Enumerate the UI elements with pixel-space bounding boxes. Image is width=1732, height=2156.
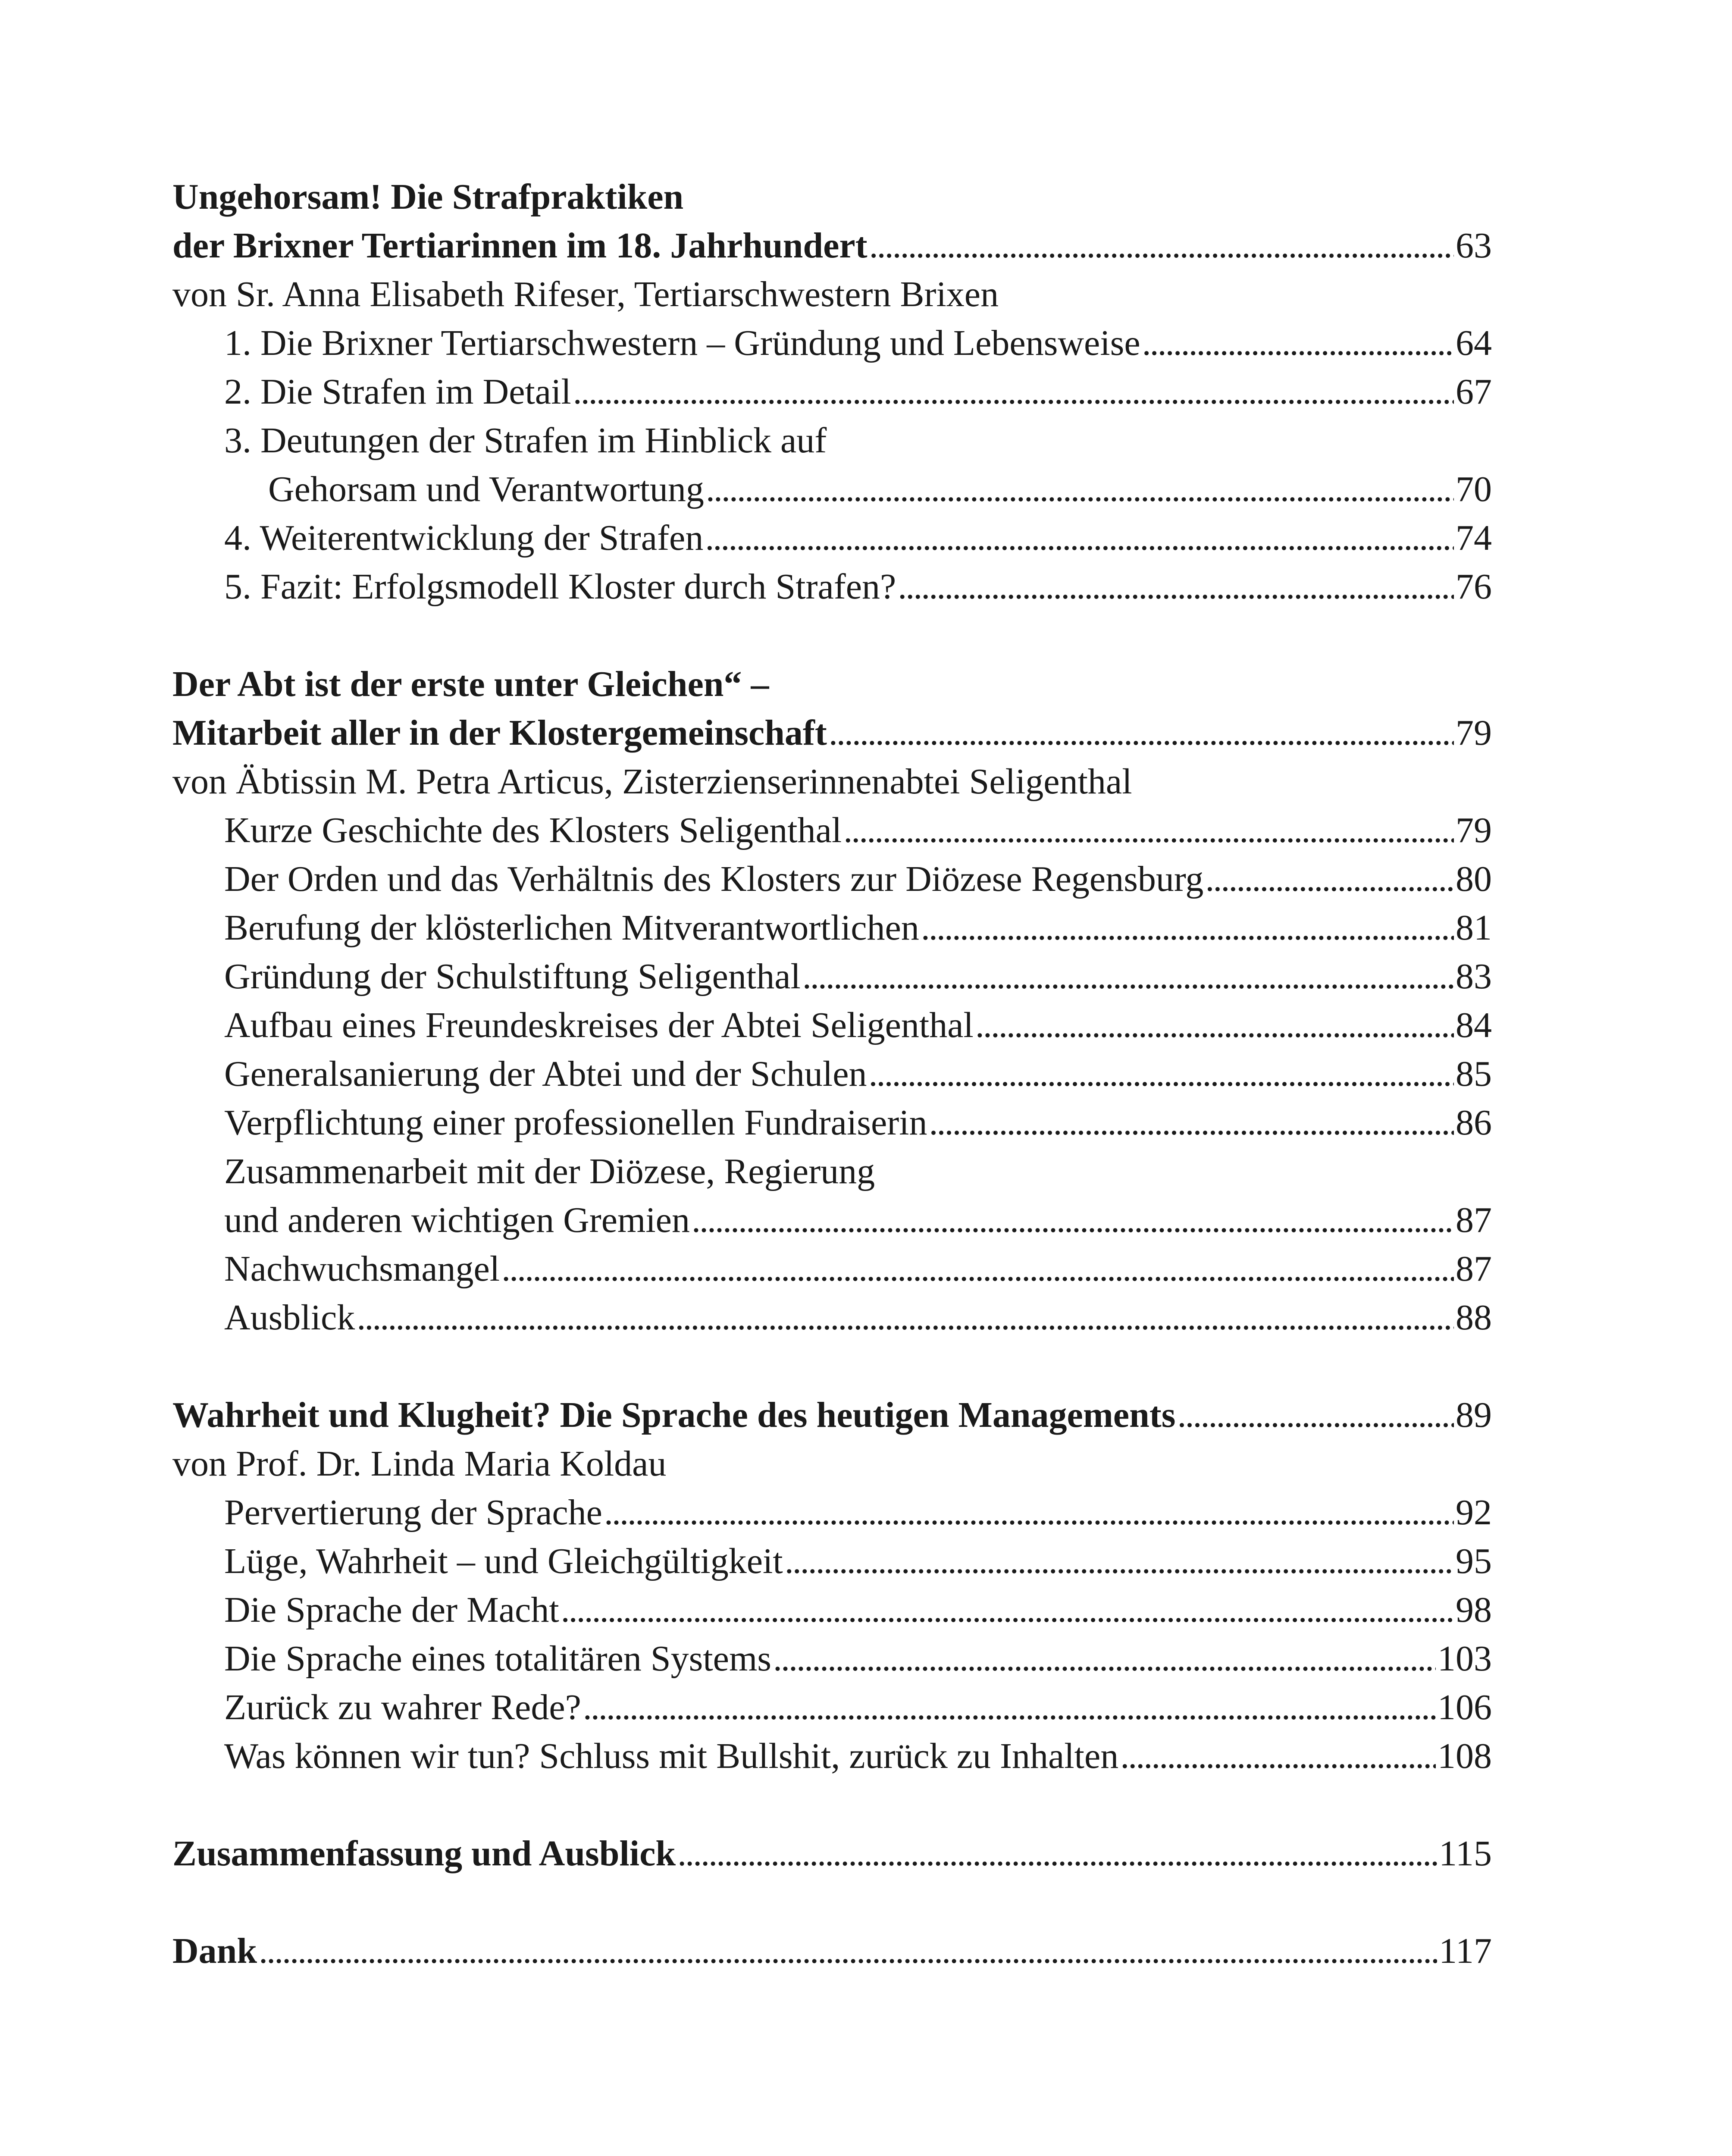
toc-section-2 — [172, 660, 1492, 1342]
dot-leader — [829, 708, 1454, 757]
page-number: 63 — [1456, 226, 1492, 266]
dot-leader — [604, 1488, 1454, 1537]
entry-label: 3. Deutungen der Strafen im Hinblick auf — [224, 420, 827, 461]
page-number: 88 — [1456, 1297, 1492, 1338]
page-number: 103 — [1438, 1639, 1492, 1679]
page-number: 74 — [1456, 518, 1492, 558]
toc-entry — [172, 1488, 1492, 1537]
entry-label: Kurze Geschichte des Klosters Seligenthal — [224, 810, 842, 850]
entry-label: Zurück zu wahrer Rede? — [224, 1687, 581, 1727]
page-number: 85 — [1456, 1054, 1492, 1094]
author: von Äbtissin M. Petra Articus, Zisterzienserinnenabtei Seligenthal — [172, 761, 1132, 802]
entry-label: Berufung der klösterlichen Mitverantwortlichen — [224, 908, 919, 948]
toc-entry — [172, 465, 1492, 514]
toc-entry — [172, 952, 1492, 1001]
toc-entry — [172, 1098, 1492, 1147]
toc-entry — [172, 1244, 1492, 1293]
entry-label: Nachwuchsmangel — [224, 1249, 500, 1289]
entry-label: 4. Weiterentwicklung der Strafen — [224, 518, 704, 558]
toc-entry — [172, 1537, 1492, 1586]
dot-leader — [869, 1050, 1454, 1098]
dot-leader — [802, 952, 1454, 1001]
entry-label: 2. Die Strafen im Detail — [224, 372, 571, 412]
page-number: 92 — [1456, 1492, 1492, 1532]
entry-label: Zusammenarbeit mit der Diözese, Regierung — [224, 1151, 875, 1191]
dot-leader — [573, 367, 1454, 416]
dot-leader — [898, 562, 1454, 611]
entry-label: Die Sprache eines totalitären Systems — [224, 1639, 771, 1679]
entry-label: Der Orden und das Verhältnis des Klosters zur Diözese Regensburg — [224, 859, 1204, 899]
page-number: 86 — [1456, 1103, 1492, 1143]
dot-leader — [1142, 319, 1454, 367]
entry-label: Gehorsam und Verantwortung — [268, 469, 704, 509]
dot-leader — [357, 1293, 1454, 1342]
entry-label: Gründung der Schulstiftung Seligenthal — [224, 956, 801, 997]
page-number: 79 — [1456, 713, 1492, 753]
dot-leader — [561, 1586, 1454, 1634]
entry-label: Pervertierung der Sprache — [224, 1492, 602, 1532]
toc-entry — [172, 1196, 1492, 1244]
toc-entry — [172, 367, 1492, 416]
section-title-line — [172, 660, 1492, 708]
dot-leader — [1177, 1391, 1454, 1439]
dot-leader — [692, 1196, 1454, 1244]
toc-entry — [172, 806, 1492, 855]
page-number: 87 — [1456, 1200, 1492, 1240]
entry-label: Generalsanierung der Abtei und der Schulen — [224, 1054, 867, 1094]
entry-label: Was können wir tun? Schluss mit Bullshit, zurück zu Inhalten — [224, 1736, 1119, 1776]
entry-label: Ausblick — [224, 1297, 355, 1338]
toc-section-5 — [172, 1927, 1492, 1975]
page-number: 106 — [1438, 1687, 1492, 1727]
dot-leader — [583, 1683, 1436, 1732]
section-title: Mitarbeit aller in der Klostergemeinschaft — [172, 713, 827, 753]
section-title: der Brixner Tertiarinnen im 18. Jahrhundert — [172, 226, 868, 266]
dot-leader — [501, 1244, 1454, 1293]
dot-leader — [706, 465, 1454, 514]
page-number: 67 — [1456, 372, 1492, 412]
page-number: 76 — [1456, 567, 1492, 607]
dot-leader — [869, 221, 1454, 270]
page-number: 64 — [1456, 323, 1492, 363]
dot-leader — [785, 1537, 1454, 1586]
toc-entry — [172, 416, 1492, 465]
section-title: Der Abt ist der erste unter Gleichen“ – — [172, 664, 769, 704]
dot-leader — [1205, 855, 1454, 903]
page-number: 70 — [1456, 469, 1492, 509]
toc-entry — [172, 1829, 1492, 1878]
page-number: 89 — [1456, 1395, 1492, 1435]
section-title: Ungehorsam! Die Strafpraktiken — [172, 177, 684, 217]
dot-leader — [843, 806, 1454, 855]
page-number: 108 — [1438, 1736, 1492, 1776]
toc-section-4 — [172, 1829, 1492, 1878]
entry-label: und anderen wichtigen Gremien — [224, 1200, 690, 1240]
page-number: 115 — [1439, 1833, 1492, 1874]
section-title: Dank — [172, 1931, 257, 1971]
toc-entry — [172, 221, 1492, 270]
dot-leader — [1120, 1732, 1436, 1780]
section-title: Zusammenfassung und Ausblick — [172, 1833, 676, 1874]
author: von Sr. Anna Elisabeth Rifeser, Tertiarschwestern Brixen — [172, 274, 999, 314]
page-number: 80 — [1456, 859, 1492, 899]
toc-entry — [172, 708, 1492, 757]
toc-entry — [172, 1927, 1492, 1975]
dot-leader — [929, 1098, 1454, 1147]
page-number: 95 — [1456, 1541, 1492, 1581]
toc-entry — [172, 1050, 1492, 1098]
author: von Prof. Dr. Linda Maria Koldau — [172, 1444, 667, 1484]
author-line — [172, 270, 1492, 319]
table-of-contents — [172, 172, 1492, 2024]
page-number: 87 — [1456, 1249, 1492, 1289]
toc-entry — [172, 1293, 1492, 1342]
dot-leader — [975, 1001, 1454, 1050]
page-number: 84 — [1456, 1005, 1492, 1045]
page-number: 83 — [1456, 956, 1492, 997]
page-number: 81 — [1456, 908, 1492, 948]
section-title-line — [172, 172, 1492, 221]
author-line — [172, 757, 1492, 806]
dot-leader — [705, 514, 1454, 562]
entry-label: Verpflichtung einer professionellen Fundraiserin — [224, 1103, 927, 1143]
toc-entry — [172, 1732, 1492, 1780]
page-number: 98 — [1456, 1590, 1492, 1630]
entry-label: 1. Die Brixner Tertiarschwestern – Gründung und Lebensweise — [224, 323, 1140, 363]
page-number: 79 — [1456, 810, 1492, 850]
entry-label: Die Sprache der Macht — [224, 1590, 559, 1630]
toc-entry — [172, 1391, 1492, 1439]
toc-entry — [172, 1634, 1492, 1683]
dot-leader — [259, 1927, 1437, 1975]
toc-section-1 — [172, 172, 1492, 611]
toc-section-3 — [172, 1391, 1492, 1780]
toc-entry — [172, 1001, 1492, 1050]
toc-entry — [172, 514, 1492, 562]
page-number: 117 — [1439, 1931, 1492, 1971]
dot-leader — [921, 903, 1454, 952]
toc-entry — [172, 903, 1492, 952]
entry-label: Aufbau eines Freundeskreises der Abtei Seligenthal — [224, 1005, 974, 1045]
toc-entry — [172, 1683, 1492, 1732]
toc-entry — [172, 562, 1492, 611]
section-title: Wahrheit und Klugheit? Die Sprache des heutigen Managements — [172, 1395, 1176, 1435]
toc-entry — [172, 1147, 1492, 1196]
author-line — [172, 1439, 1492, 1488]
dot-leader — [677, 1829, 1437, 1878]
toc-entry — [172, 1586, 1492, 1634]
entry-label: Lüge, Wahrheit – und Gleichgültigkeit — [224, 1541, 783, 1581]
toc-entry — [172, 319, 1492, 367]
dot-leader — [773, 1634, 1436, 1683]
entry-label: 5. Fazit: Erfolgsmodell Kloster durch Strafen? — [224, 567, 896, 607]
toc-entry — [172, 855, 1492, 903]
